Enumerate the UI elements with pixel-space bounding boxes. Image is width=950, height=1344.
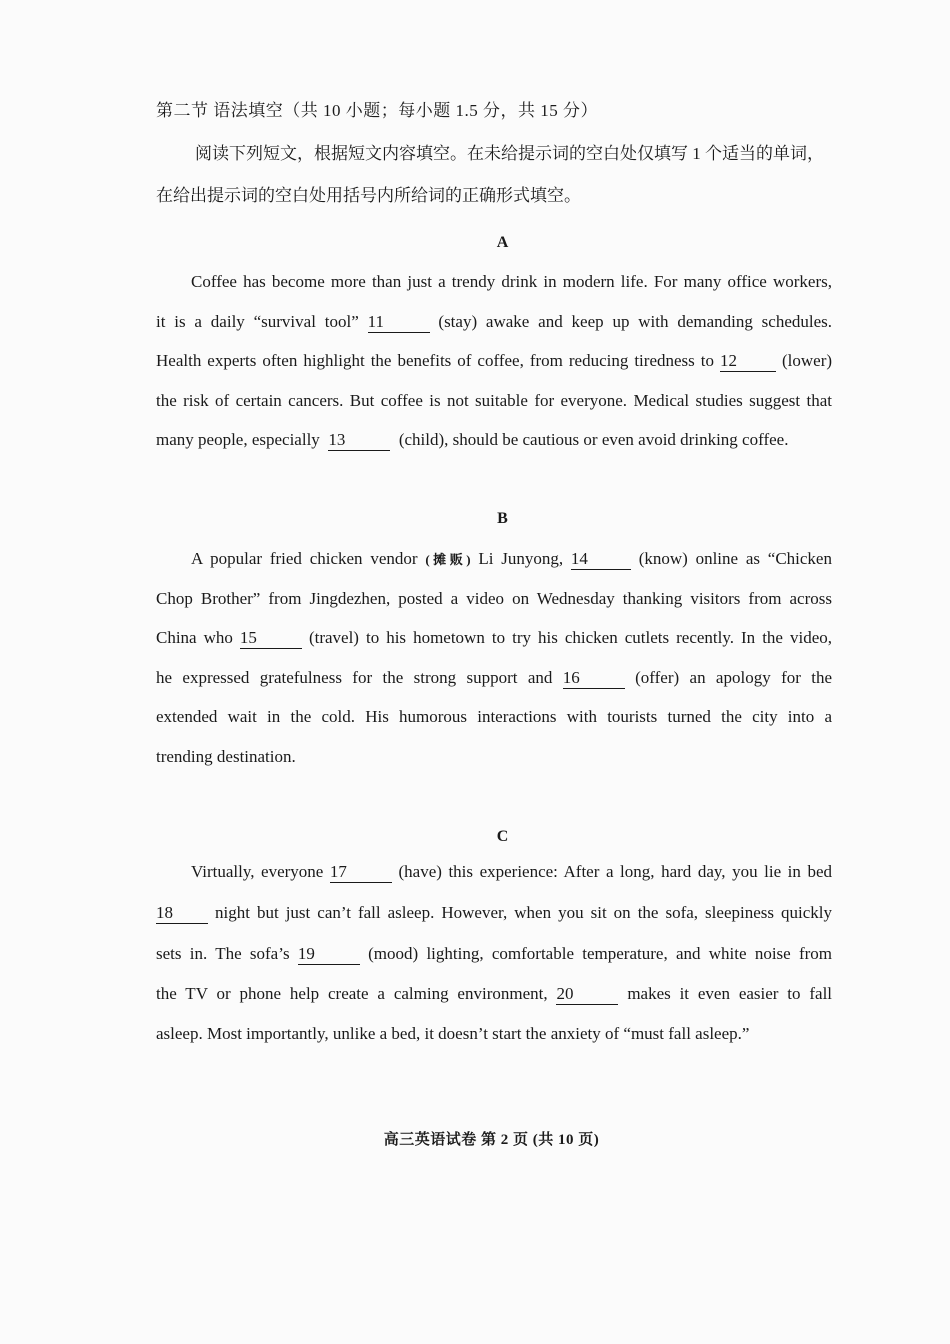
- passage-b-line-2: Chop Brother” from Jingdezhen, posted a video on Wednesday thanking visitors from across: [156, 589, 832, 608]
- text-segment: A popular fried chicken vendor: [191, 549, 418, 568]
- blank-17[interactable]: 17: [330, 862, 392, 883]
- blank-19[interactable]: 19: [298, 944, 360, 965]
- text-segment: the TV or phone help create a calming environment,: [156, 984, 548, 1003]
- passage-b-line-5: extended wait in the cold. His humorous interactions with tourists turned the city into a: [156, 707, 832, 726]
- instructions-line-1: 阅读下列短文，根据短文内容填空。在未给提示词的空白处仅填写 1 个适当的单词，: [195, 144, 824, 163]
- text-segment: (child), should be cautious or even avoid drinking coffee.: [398, 430, 789, 449]
- passage-c-heading: C: [496, 828, 509, 845]
- passage-b-heading: B: [497, 510, 508, 527]
- page-footer: 高三英语试卷 第 2 页 (共 10 页): [383, 1132, 600, 1148]
- passage-a-line-4: the risk of certain cancers. But coffee is not suitable for everyone. Medical studies suggest that: [156, 391, 832, 410]
- text-segment: it is a daily “survival tool”: [156, 312, 359, 331]
- passage-a-line-1: Coffee has become more than just a trendy drink in modern life. For many office workers,: [191, 272, 832, 291]
- blank-20[interactable]: 20: [556, 984, 618, 1005]
- blank-18[interactable]: 18: [156, 903, 208, 924]
- text-segment: (stay) awake and keep up with demanding schedules.: [438, 312, 833, 331]
- passage-b-line-4: [156, 666, 832, 690]
- passage-b-line-1: [191, 547, 832, 571]
- passage-b-line-3: [156, 626, 832, 650]
- text-segment: (mood) lighting, comfortable temperature, and white noise from: [368, 944, 833, 963]
- passage-a-heading: A: [496, 234, 509, 251]
- blank-12[interactable]: 12: [720, 351, 776, 372]
- section-title: 第二节 语法填空（共 10 小题；每小题 1.5 分，共 15 分）: [156, 101, 598, 120]
- text-segment: makes it even easier to fall: [627, 984, 833, 1003]
- passage-c-line-1: [191, 860, 832, 884]
- text-segment: he expressed gratefulness for the strong support and: [156, 668, 553, 687]
- blank-14[interactable]: 14: [571, 549, 631, 570]
- blank-15[interactable]: 15: [240, 628, 302, 649]
- text-segment: (travel) to his hometown to try his chicken cutlets recently. In the video,: [308, 628, 832, 647]
- text-segment: Virtually, everyone: [191, 862, 324, 881]
- text-segment: (offer) an apology for the: [635, 668, 833, 687]
- text-segment: (know) online as “Chicken: [638, 549, 832, 568]
- passage-b-line-6: trending destination.: [156, 747, 296, 766]
- blank-11[interactable]: 11: [368, 312, 430, 333]
- text-segment: China who: [156, 628, 233, 647]
- text-segment: Li Junyong,: [478, 549, 564, 568]
- text-segment: night but just can’t fall asleep. However, when you sit on the sofa, sleepiness quickly: [215, 903, 832, 922]
- passage-a-line-3: [156, 349, 832, 373]
- blank-13[interactable]: 13: [328, 430, 390, 451]
- instructions-line-2: 在给出提示词的空白处用括号内所给词的正确形式填空。: [156, 186, 581, 205]
- text-segment: (have) this experience: After a long, hard day, you lie in bed: [398, 862, 833, 881]
- annotation-note: (摊贩): [425, 552, 471, 567]
- text-segment: (lower): [781, 351, 833, 370]
- passage-c-line-3: [156, 942, 832, 966]
- passage-c-line-4: [156, 982, 832, 1006]
- blank-16[interactable]: 16: [563, 668, 625, 689]
- passage-a-line-2: [156, 310, 832, 334]
- passage-c-line-5: asleep. Most importantly, unlike a bed, it doesn’t start the anxiety of “must fall asleep.”: [156, 1024, 750, 1043]
- text-segment: many people, especially: [156, 430, 320, 449]
- text-segment: sets in. The sofa’s: [156, 944, 290, 963]
- text-segment: Health experts often highlight the benefits of coffee, from reducing tiredness to: [156, 351, 714, 370]
- passage-c-line-2: [156, 901, 832, 925]
- passage-a-line-5: [156, 428, 832, 452]
